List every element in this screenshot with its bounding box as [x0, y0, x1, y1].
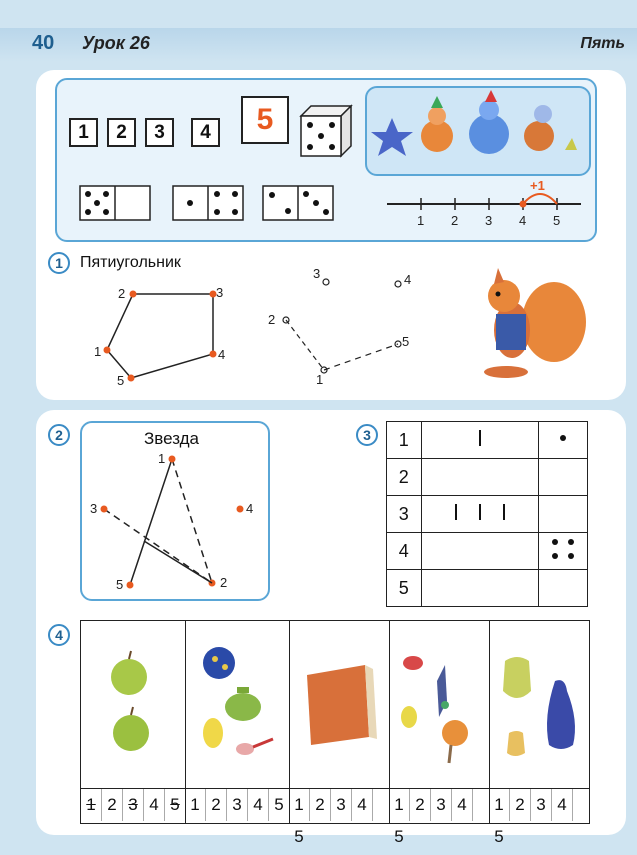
- task-number-2: 2: [48, 424, 70, 446]
- number-box-1: 1: [69, 118, 98, 147]
- task-number-3: 3: [356, 424, 378, 446]
- pentagon-point-1: 1: [94, 344, 102, 359]
- objects-table: [80, 620, 590, 846]
- digit-3-crossed[interactable]: 3: [123, 789, 144, 821]
- digit-4[interactable]: 4: [352, 789, 373, 821]
- row-number: 1: [387, 422, 422, 459]
- task1-title: Пятиугольник: [80, 254, 181, 271]
- digits-row-4: [389, 788, 489, 846]
- digits-row-2: [185, 788, 289, 823]
- scatter-point-2: 2: [268, 312, 276, 327]
- digit-1[interactable]: 1: [389, 789, 410, 821]
- page-number: 40: [32, 32, 55, 54]
- domino-1-4-icon: [172, 185, 244, 221]
- star-point-4: 4: [246, 501, 254, 516]
- column-book: [289, 621, 390, 846]
- digit-5-crossed[interactable]: 5: [170, 795, 180, 814]
- topic-title: Пять: [580, 35, 625, 52]
- star-extra-line: [82, 423, 268, 599]
- star-box: [80, 421, 270, 601]
- digit-5[interactable]: 5: [394, 827, 404, 846]
- digit-2[interactable]: 2: [510, 789, 531, 821]
- scatter-points-figure: [270, 266, 420, 386]
- column-vases: [489, 621, 589, 846]
- table-row: [387, 459, 588, 496]
- column-sweets: [389, 621, 490, 846]
- dot-mark-4: [548, 535, 578, 563]
- number-line-label-3: 3: [485, 213, 493, 228]
- number-line-label-5: 5: [553, 213, 561, 228]
- task-number-1: 1: [48, 252, 70, 274]
- digit-4[interactable]: 4: [248, 789, 269, 821]
- stick-marks-1: [470, 428, 490, 448]
- digit-5[interactable]: 5: [294, 827, 304, 846]
- digit-3[interactable]: 3: [431, 789, 452, 821]
- digit-3[interactable]: 3: [227, 789, 248, 821]
- table-row: [387, 496, 588, 533]
- digit-3[interactable]: 3: [331, 789, 352, 821]
- row-number: 3: [387, 496, 422, 533]
- number-line-label-1: 1: [417, 213, 425, 228]
- pentagon-point-5: 5: [117, 373, 125, 388]
- task2-title: Звезда: [144, 429, 199, 448]
- pentagon-point-3: 3: [216, 285, 224, 300]
- scatter-point-4: 4: [404, 272, 412, 287]
- dishes-icon: [185, 621, 289, 787]
- domino-2-3-icon: [262, 185, 334, 221]
- row-number: 5: [387, 570, 422, 607]
- column-apples: [81, 621, 186, 823]
- lesson-title: Урок 26: [82, 33, 150, 53]
- star-point-1: 1: [158, 451, 166, 466]
- digits-row-1: [81, 788, 185, 823]
- digit-1[interactable]: 1: [289, 789, 310, 821]
- pentagon-point-2: 2: [118, 286, 126, 301]
- scatter-point-3: 3: [313, 266, 321, 281]
- squirrel-icon: [466, 264, 591, 384]
- number-box-4: 4: [191, 118, 220, 147]
- book-icon: [289, 621, 389, 787]
- digits-row-5: [489, 788, 589, 846]
- scatter-point-5: 5: [402, 334, 410, 349]
- vases-icon: [489, 621, 589, 787]
- apples-icon: [81, 621, 185, 787]
- digit-5[interactable]: 5: [494, 827, 504, 846]
- number-line-label-4: 4: [519, 213, 527, 228]
- number-box-2: 2: [107, 118, 136, 147]
- digit-2[interactable]: 2: [206, 789, 227, 821]
- table-row: [387, 422, 588, 459]
- stick-marks-3: [440, 502, 520, 522]
- number-line-plus: +1: [530, 178, 545, 193]
- digit-4[interactable]: 4: [144, 789, 165, 821]
- number-box-5: 5: [241, 96, 289, 144]
- star-point-3: 3: [90, 501, 98, 516]
- scatter-point-1: 1: [316, 372, 324, 387]
- toys-icon: [367, 88, 589, 174]
- table-row: [387, 533, 588, 570]
- count-table: [386, 421, 588, 607]
- column-dishes: [185, 621, 290, 823]
- dot-mark-1: [553, 428, 573, 448]
- digits-row-3: [289, 788, 389, 846]
- task-number-4: 4: [48, 624, 70, 646]
- table-row: [387, 570, 588, 607]
- digit-1[interactable]: 1: [185, 789, 206, 821]
- star-point-2: 2: [220, 575, 228, 590]
- digit-4[interactable]: 4: [552, 789, 573, 821]
- sweets-icon: [389, 621, 489, 787]
- intro-box: [55, 78, 597, 242]
- digit-2[interactable]: 2: [102, 789, 123, 821]
- pentagon-figure: [95, 280, 235, 390]
- digit-2[interactable]: 2: [310, 789, 331, 821]
- row-number: 4: [387, 533, 422, 570]
- digit-1-crossed[interactable]: 1: [81, 789, 102, 821]
- digit-4[interactable]: 4: [452, 789, 473, 821]
- dice-icon: [297, 102, 355, 160]
- pentagon-point-4: 4: [218, 347, 226, 362]
- digit-1[interactable]: 1: [489, 789, 510, 821]
- number-box-3: 3: [145, 118, 174, 147]
- number-line-label-2: 2: [451, 213, 459, 228]
- domino-4-1-icon: [79, 185, 151, 221]
- digit-2[interactable]: 2: [410, 789, 431, 821]
- star-point-5: 5: [116, 577, 124, 592]
- row-number: 2: [387, 459, 422, 496]
- digit-5[interactable]: 5: [274, 795, 284, 814]
- toys-picture: [365, 86, 591, 176]
- digit-3[interactable]: 3: [531, 789, 552, 821]
